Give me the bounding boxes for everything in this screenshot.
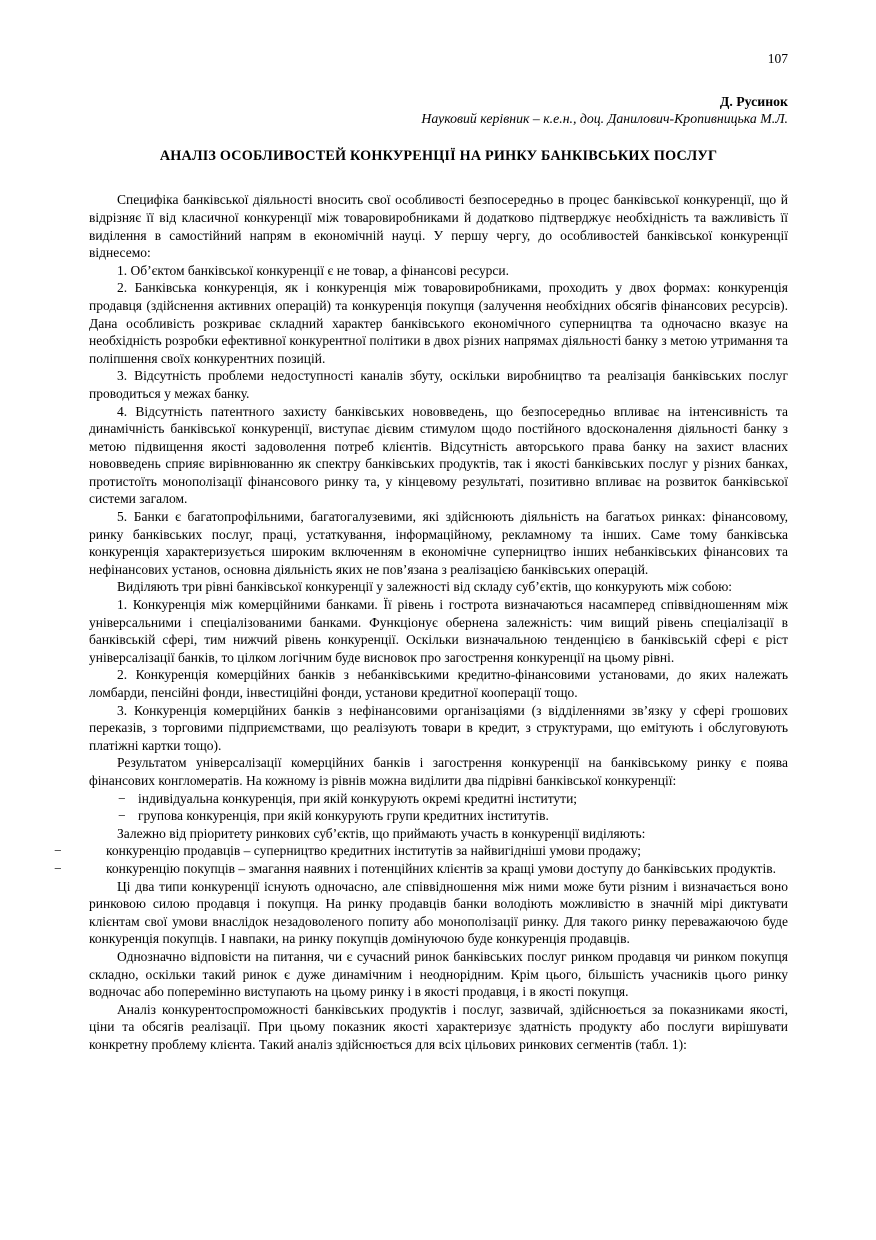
paragraph-analysis: Аналіз конкурентоспроможності банківських продуктів і послуг, зазвичай, здійснюється за показниками якості, ціни та обсягів реалізації. При цьому показник якості характеризує здатність продукту або послуги вирішувати конкретну проблему клієнта. Такий аналіз здійснюється для всіх цільових ринкових сегментів (табл. 1): xyxy=(89,1001,788,1052)
dash-marker: − xyxy=(54,843,62,859)
paragraph-intro: Специфіка банківської діяльності вносить свої особливості безпосередньо в процес банківської конкуренції, що й відрізняє її від класичної конкуренції між товаровиробниками й додатково підтверджує необхідність та важливість її виділення в самостійний напрям в економічній науці. У першу чергу, до особливостей банківської конкуренції віднесемо: xyxy=(89,192,788,261)
dash-marker: − xyxy=(118,808,126,824)
paragraph-sublevels-intro: Результатом універсалізації комерційних банків і загострення конкуренції на банківському ринку є поява фінансових конгломератів. На кожному із рівнів можна виділити два підрівні банківської конкуренції: xyxy=(89,755,788,788)
list-item-sellers-competition xyxy=(54,842,788,860)
dash-marker: − xyxy=(118,790,126,806)
paragraph-levels-intro: Виділяють три рівні банківської конкуренції у залежності від складу суб’єктів, що конкурують між собою: xyxy=(117,579,733,595)
paragraph-feature-4: 4. Відсутність патентного захисту банківських нововведень, що безпосередньо впливає на інтенсивність та динамічність банківської конкуренції, виступає дієвим стимулом щодо постійного вдосконалення діяльності банку з метою підвищення якості задоволення потреб клієнтів. Відсутність авторського права банку на захист власних нововведень сприяє вирівнюванню як спектру банківських продуктів, так і якості банківських послуг у різних банках, протистоїть монополізації фінансового ринку та, у кінцевому результаті, позитивно впливає на розвиток банківської системи загалом. xyxy=(89,403,788,507)
paragraph-feature-1: 1. Об’єктом банківської конкуренції є не товар, а фінансові ресурси. xyxy=(117,262,509,278)
dash-marker: − xyxy=(54,860,62,876)
page-number: 107 xyxy=(767,51,788,66)
list-item-text: конкуренцію продавців – суперництво кредитних інститутів за найвигідніші умови продажу; xyxy=(106,843,642,859)
paragraph-level-1: 1. Конкуренція між комерційними банками. Її рівень і гострота визначаються насамперед співвідношенням між універсальними і спеціалізованими банками. Функціонує обернена залежність: чим вищий рівень спеціалізації в банківській сфері, тим нижчий рівень конкуренції. Оскільки визначальною тенденцією в банківській сфері є ріст універсалізації банків, то цілком логічним буде висновок про загострення конкуренції на цьому рівні. xyxy=(89,597,788,665)
paragraph-market-nature: Однозначно відповісти на питання, чи є сучасний ринок банківських послуг ринком продавця чи ринком покупця складно, оскільки такий ринок є дуже динамічним і неоднорідним. Крім цього, більшість учасників цього ринку водночас або поперемінно виступають на цьому ринку і в якості продавця, і в якості покупця. xyxy=(89,948,788,1000)
list-item-text: конкуренцію покупців – змагання наявних і потенційних клієнтів за кращі умови доступу до банківських продуктів. xyxy=(106,860,776,876)
paragraph-level-3: 3. Конкуренція комерційних банків з нефінансовими організаціями (з відділеннями зв’язку у сфері грошових переказів, з торговими підприємствами, що реалізують товари в кредит, з структурами, що емітують і обслуговують платіжні картки тощо). xyxy=(89,702,788,753)
supervisor-line: Науковий керівник – к.е.н., доц. Данилович-Кропивницька М.Л. xyxy=(421,111,788,127)
list-item-text: групова конкуренція, при якій конкурують групи кредитних інститутів. xyxy=(138,808,549,824)
paper-title: АНАЛІЗ ОСОБЛИВОСТЕЙ КОНКУРЕНЦІЇ НА РИНКУ БАНКІВСЬКИХ ПОСЛУГ xyxy=(159,147,718,164)
list-item-buyers-competition xyxy=(54,860,788,878)
paragraph-priority-intro: Залежно від пріоритету ринкових суб’єктів, що приймають участь в конкуренції виділяють: xyxy=(117,825,646,841)
paper-body xyxy=(54,191,788,1053)
paragraph-two-types: Ці два типи конкуренції існують одночасно, але співвідношення між ними може бути різним і визначається воно ринковою силою продавця і покупця. На ринку продавців банки володіють можливістю в значній мірі диктувати клієнтам свої умови внаслідок незадоволеного попиту або монополізації ринку. Для такого ринку переважаючою буде конкуренція покупців. І навпаки, на ринку покупців домінуючою буде конкуренція продавців. xyxy=(89,878,788,947)
paragraph-feature-5: 5. Банки є багатопрофільними, багатогалузевими, які здійснюють діяльність на багатьох ринках: фінансовому, ринку банківських послуг, праці, устаткування, інформаційному, рекламному та інших. Саме тому банківська конкуренція характеризується широким включенням в економічне суперництво інших небанківських фінансових та нефінансових установ, основна діяльність яких не пов’язана з реалізацією банківських операцій. xyxy=(89,509,788,577)
paragraph-level-2: 2. Конкуренція комерційних банків з небанківськими кредитно-фінансовими установами, до яких належать ломбарди, пенсійні фонди, інвестиційні фонди, установи кредитної кооперації тощо. xyxy=(89,667,788,700)
list-item-text: індивідуальна конкуренція, при якій конкурують окремі кредитні інститути; xyxy=(138,790,578,806)
list-item-group-competition xyxy=(118,807,788,825)
author-name: Д. Русинок xyxy=(719,93,788,109)
list-item-individual-competition xyxy=(118,790,788,808)
paragraph-feature-3: 3. Відсутність проблеми недоступності каналів збуту, оскільки виробництво та реалізація банківських послуг проводиться у межах банку. xyxy=(89,368,788,401)
paragraph-feature-2: 2. Банківська конкуренція, як і конкуренція між товаровиробниками, проходить у двох формах: конкуренція продавця (здійснення активних операцій) та конкуренція покупця (залучення необхідних обсягів фінансових ресурсів). Дана особливість розкриває складний характер банківського економічного суперництва та одночасно вказує на необхідність розробки ефективної конкурентної політики в двох різних напрямах діяльності банку з метою утримання та поліпшення своїх конкурентних позицій. xyxy=(89,280,788,366)
